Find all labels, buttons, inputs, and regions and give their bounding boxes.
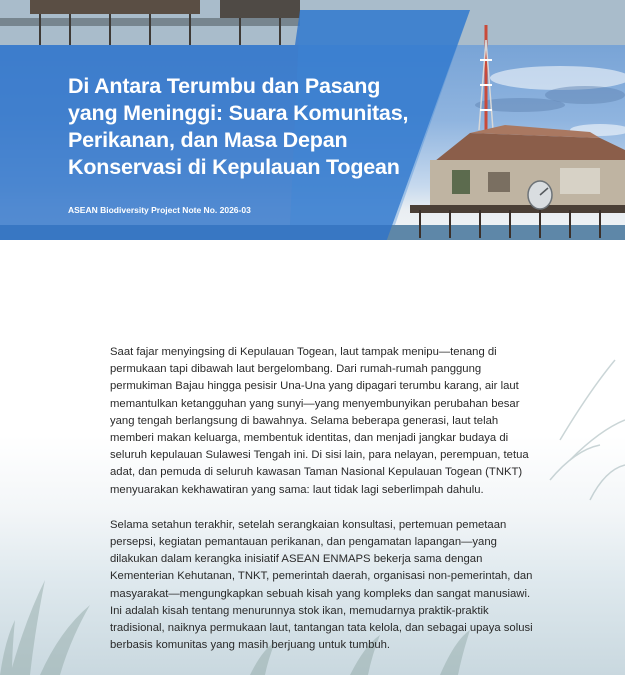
article-body [110, 344, 540, 672]
page-title: Di Antara Terumbu dan Pasang yang Meninggi: Suara Komunitas, Perikanan, dan Masa Depan Konservasi di Kepulauan Togean [68, 74, 409, 179]
report-series-label: ASEAN Biodiversity Project Note No. 2026-03 [68, 205, 251, 215]
paragraph-2: Selama setahun terakhir, setelah serangkaian konsultasi, pertemuan pemetaan persepsi, kegiatan pemantauan perikanan, dan pengamatan lapangan—yang dilakukan dalam kerangka inisiatif ASEAN ENMAPS bekerja sama dengan Kementerian Kehutanan, TNKT, pemerintah daerah, organisasi non-pemerintah, dan masyarakat—mengungkapkan sebuah kisah yang kompleks dan sangat manusiawi. Ini adalah kisah tentang menurunnya stok ikan, memudarnya praktik-praktik tradisional, naiknya permukaan laut, tantangan tata kelola, dan sebagai upaya solusi berbasis komunitas yang masih berjuang untuk tumbuh. [110, 518, 533, 652]
paragraph-1: Saat fajar menyingsing di Kepulauan Togean, laut tampak menipu—tenang di permukaan tapi dibawah laut bergelombang. Dari rumah-rumah panggung permukiman Bajau hingga pesisir Una-Una yang dipagari terumbu karang, air laut memantulkan ketangguhan yang sunyi—yang menyembunyikan perubahan besar yang tengah berlangsung di bawahnya. Selama beberapa generasi, laut telah memberi makan keluarga, membentuk identitas, dan menjadi jangkar budaya di seluruh kepulauan Sulawesi Tengah ini. Di sisi lain, para nelayan, perempuan, tetua adat, dan pemuda di seluruh kawasan Taman Nasional Kepulauan Togean (TNKT) menyuarakan kekhawatiran yang sama: laut tidak lagi seberlimpah dahulu. [110, 346, 529, 496]
